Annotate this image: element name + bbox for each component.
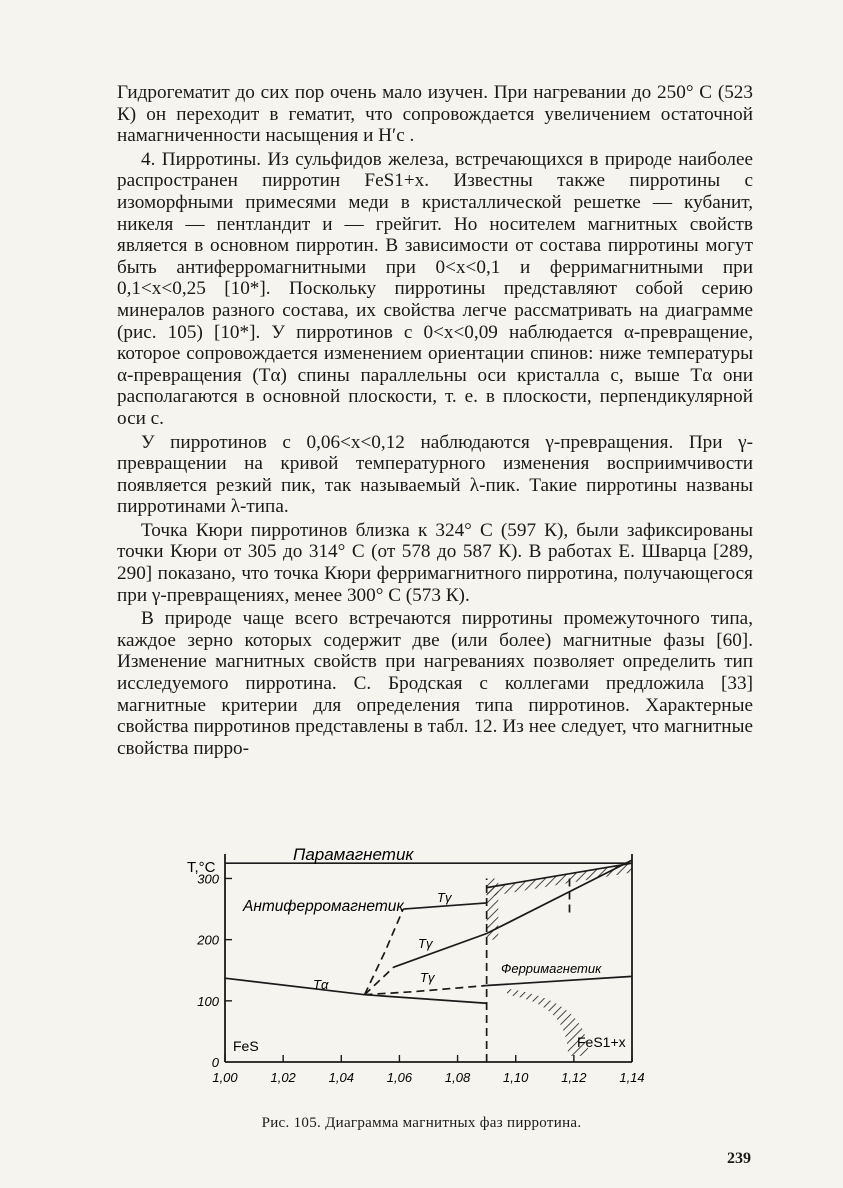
paragraph: В природе чаще всего встречаются пирротины промежуточного типа, каждое зерно которых содержит две (или более) магнитные фазы [60]. Изменение магнитных свойств при нагреваниях позволяет определить тип исследуемого пирротина. С. Бродская с коллегами предложила [33] магнитные критерии для определения типа пирротинов. Характерные свойства пирротинов представлены в табл. 12. Из нее следует, что магнитные свойства пирро- [117,608,753,759]
x-tick-label: 1,00 [212,1070,238,1085]
body-text [117,82,753,759]
t-gamma-label-2: Tγ [418,936,433,951]
x-tick-label: 1,12 [561,1070,587,1085]
series-line-t-alpha [225,978,487,1003]
hatch-curie-band [487,863,632,897]
y-tick-label: 100 [197,993,219,1009]
x-tick-label: 1,08 [444,1070,471,1085]
paragraph: Гидрогематит до сих пор очень мало изучен. При нагревании до 250° С (523 К) он переходит в гематит, что сопровождается увеличением остаточной намагниченности насыщения и H′c . [117,82,753,147]
figure-caption: Рис. 105. Диаграмма магнитных фаз пирротина. [261,1115,582,1131]
y-tick-label: 200 [197,932,219,948]
series-line-t-gamma [365,909,404,995]
region-label-paramagnetic: Парамагнетик [293,845,414,864]
fes-label: FeS [233,1038,259,1054]
region-label-antiferromagnetic: Антиферромагнетик [243,898,404,915]
boundary-line [487,976,632,985]
series-line-t-gamma [365,986,487,995]
fes1x-label: FeS1+x [577,1034,626,1050]
paragraph: 4. Пирротины. Из сульфидов железа, встречающихся в природе наиболее распространен пирротин FeS1+x. Известны также пирротины с изоморфными примесями меди в кристаллической решетке — кубанит, никеля — пентландит и — грейгит. Но носителем магнитных свойств является в основном пирротин. В зависимости от состава пирротины могут быть антиферромагнитными при 0<x<0,1 и ферримагнитными при 0,1<x<0,25 [10*]. Поскольку пирротины представляют собой серию минералов разного состава, их свойства легче рассматривать на диаграмме (рис. 105) [10*]. У пирротинов с 0<x<0,09 наблюдается α-превращение, которое сопровождается изменением ориентации спинов: ниже температуры α-превращения (Tα) спины параллельны оси кристалла c, выше Tα они располагаются в основной плоскости, т. е. в плоскости, перпендикулярной оси c. [117,148,753,429]
paragraph: У пирротинов с 0,06<x<0,12 наблюдаются γ-превращения. При γ-превращении на кривой температурного изменения восприимчивости появляется резкий пик, так называемый λ-пик. Такие пирротины названы пирротинами λ-типа. [117,431,753,518]
t-gamma-label-1: Tγ [437,890,452,905]
hatched-regions [487,863,632,1056]
y-tick-label: 0 [211,1055,219,1070]
paragraph: Точка Кюри пирротинов близка к 324° С (597 К), были зафиксированы точки Кюри от 305 до 314° С (от 578 до 587 К). В работах Е. Шварца [289, 290] показано, что точка Кюри ферримагнитного пирротина, получающегося при γ-превращениях, менее 300° С (573 К). [117,519,753,606]
y-axis-label: T,°C [187,859,216,876]
region-label-ferrimagnetic: Ферримагнетик [501,961,602,976]
x-tick-label: 1,04 [328,1070,354,1085]
x-tick-label: 1,10 [503,1070,529,1085]
phase-diagram-svg [165,834,665,1094]
phase-diagram [165,834,665,1094]
page-number: 239 [727,1150,751,1167]
x-tick-label: 1,06 [386,1070,413,1085]
series-line-t-gamma [365,967,394,995]
y-tick-label: 300 [197,871,219,887]
x-tick-label: 1,02 [270,1070,296,1085]
t-gamma-label-3: Tγ [420,970,435,985]
t-alpha-label: Tα [313,977,329,992]
x-tick-label: 1,14 [619,1070,645,1085]
